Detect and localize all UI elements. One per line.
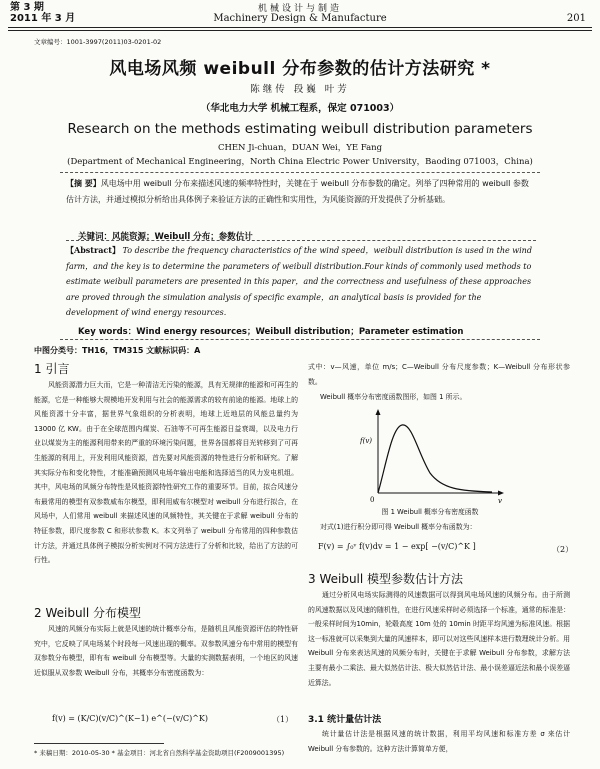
figure-intro: Weibull 概率分布密度函数图形，如图 1 所示。	[320, 393, 467, 401]
paper-title-en: Research on the methods estimating weibull distribution parameters	[67, 121, 533, 137]
section-3-title: 3 Weibull 模型参数估计方法	[308, 572, 464, 586]
abstract-bottom-rule	[60, 339, 540, 340]
fig-x-arrow	[498, 491, 504, 496]
authors-cn: 陈继传 段巍 叶芳	[250, 84, 350, 95]
abstract-cn-text: 风电场中用 weibull 分布来描述风速的频率特性时，关键在于 weibull 分布参数的确定。列举了四种常用的 weibull 参数估计方法，并通过模拟分析给出具体例子来验证方法的正确性和实用性，为风能资源的开发提供了分析基础。	[66, 179, 529, 204]
affiliation-en: (Department of Mechanical Engineering，North China Electric Power University，Baoding 071003，China)	[67, 157, 533, 167]
fig-y-label: f(v)	[360, 437, 373, 445]
section-3-1-title: 3.1 统计量估计法	[308, 715, 382, 725]
journal-title-cn: 机械设计与制造	[257, 4, 342, 14]
page-number: 201	[566, 13, 586, 24]
fig-y-arrow	[376, 409, 381, 415]
keywords-en-text: Wind energy resources；Weibull distribution；Parameter estimation	[136, 327, 464, 337]
figure-1-caption: 图 1 Weibull 概率分布密度函数	[381, 508, 479, 516]
issue-date: 2011 年 3 月	[10, 13, 76, 24]
abstract-cn-label: 【摘 要】	[66, 179, 101, 188]
abstract-en-text: To describe the frequency characteristics of the wind speed，weibull distribution is used in the wind farm，and the key is to determine the parameters of weibull distribution.Four kinds of commonly used methods to estimate weibull parameters are presented in this paper，and the correctness and usefulness of these approaches are proved through the simulation analysis of specific example，an analytical basis is provided for the development of wind energy resources.	[66, 246, 532, 317]
abstract-en	[66, 240, 536, 321]
issue-number: 第 3 期	[10, 2, 44, 13]
abstract-top-rule	[60, 172, 540, 173]
section-3-1-text: 统计量估计法是根据风速的统计数据，利用平均风速和标准方差 σ 来估计 Weibull 分布参数的。这种方法计算简单方便，	[308, 730, 570, 753]
keywords-cn-text: 风能资源；Weibull 分布；参数估计	[112, 232, 253, 242]
paper-title-cn: 风电场风频 weibull 分布参数的估计方法研究 *	[109, 59, 491, 79]
section-3-text: 通过分析风电场实际测得的风速数据可以得到风电场风速的风频分布。由于所测的风速数据以及风速的随机性，在进行风速采样时必须选择一个标准，通常的标准是：一般采样时间为10min，轮毂高度 10m 处的 10min 时距平均风速为标准风速。根据这一标准就可以采集到大量的风速样本，即可以对这些风速样本进行数理统计分析。用 Weibull 分布来表达风速的风频分布时，关键在于求解 Weibull 分布参数，求解方法主要有最小二乘法、最大似然估计法、极大似然估计法、最小误差逼近法和最小误差逼近算法。	[308, 591, 570, 687]
fig-x-label: v	[498, 497, 502, 505]
section-2-text: 风速的风频分布实际上就是风速的统计概率分布，是随机且风能资源评估的特性研究中，它反映了风电场某个时段每一风速出现的概率。双参数风速分布中常用的模型有双参数分布模型，即有布 weibull 分布模型等。大量的实测数据表明，一个地区的风速近似服从双参数 Weibull 分布，其概率分布密度函数为：	[34, 625, 298, 677]
section-2-title: 2 Weibull 分布模型	[34, 606, 142, 620]
formula-2: F(v) = ∫₀ᵛ f(v)dv = 1 − exp[ −(v/C)^K ]	[318, 542, 476, 551]
fig-pdf-curve	[378, 425, 492, 493]
footnote: * 来稿日期：2010-05-30 * 基金项目：河北省自然科学基金资助项目(F2009001395)	[34, 749, 285, 757]
fig-origin-label: 0	[370, 496, 375, 504]
abstract-cn	[66, 176, 536, 207]
authors-en: CHEN Ji-chuan，DUAN Wei，YE Fang	[217, 143, 383, 153]
section-1-text: 风能资源潜力巨大而，它是一种清洁无污染的能源，具有无规律的能源和可再生的能源，它是一种能够大规模地开发利用与社会的能源需求的较有前途的能源。地球上的风能资源十分丰富，据世界气象组织的分析表明，地球上近地层的风能总量约为 13000 亿 KW。由于在全球范围内煤炭、石油等不可再生能源日益衰竭，以及电力行业以煤炭为主的能源利用带来的严重的环境污染问题，世界各国都将目光转移到了可再生能源的利用上，开发利用风能资源，首先要对风能资源的特性进行分析和研究。了解其实际分布和变化特性，才能准确预测风电场年输出电能和选择适当的风力发电机组。其中，风电场的风频分布特性是风能资源特性研究工作的重要环节。目前，拟合风速分布最常用的模型有双参数威布尔模型，即利用威布尔模型对 weibull 分布进行拟合，在风场中，人们常用 weibull 来描述风速的风频特性，其关键在于求解 weibull 分布的特征参数，即尺度参数 C 和形状参数 K。本文列举了 weibull 分布常用的四种参数估计方法，并通过具体例子模拟分析实例对不同方法进行了分析和比较，给出了方法的可行性。	[34, 381, 298, 565]
header-rule-thin	[8, 30, 592, 31]
footnote-rule	[34, 743, 164, 744]
symbol-definitions: 式中：v—风速，单位 m/s；C—Weibull 分布尺度参数；K—Weibull 分布形状参数。	[308, 363, 570, 386]
figure-1-weibull-pdf	[360, 405, 510, 505]
abstract-en-label: 【Abstract】	[66, 245, 120, 255]
section-1-title: 1 引言	[34, 362, 70, 376]
journal-title-en: Machinery Design & Manufacture	[213, 13, 387, 24]
article-number: 文章编号：1001-3997(2011)03-0201-02	[34, 38, 162, 46]
formula-1-number: （1）	[272, 715, 294, 724]
keywords-en-label: Key words：	[78, 327, 137, 337]
formula-1: f(v) = (K/C)(v/C)^(K−1) e^(−(v/C)^K)	[52, 714, 209, 723]
affiliation-cn: （华北电力大学 机械工程系，保定 071003）	[200, 103, 400, 114]
keywords-cn-label: 关键词：	[78, 232, 113, 242]
header-rule	[8, 27, 592, 28]
formula-2-number: （2）	[552, 545, 574, 554]
cdf-intro: 对式(1)进行积分即可得 Weibull 概率分布函数为：	[320, 523, 477, 531]
keywords-en	[78, 325, 463, 337]
classification-code: 中图分类号：TH16，TM315 文献标识码：A	[34, 346, 201, 355]
